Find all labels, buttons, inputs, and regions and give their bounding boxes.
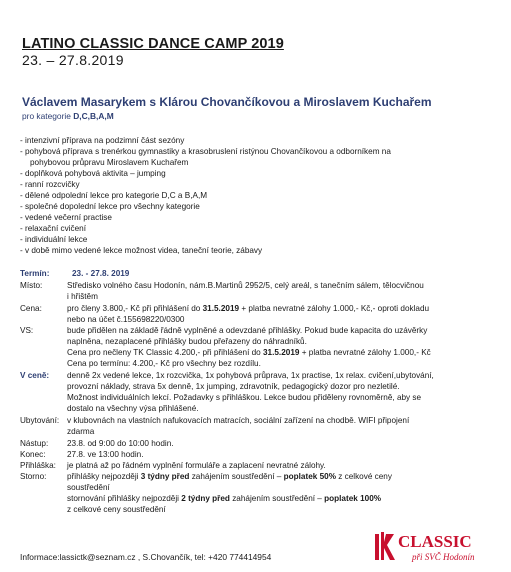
konec-value: 27.8. ve 13:00 hodin.: [67, 450, 144, 459]
nastup-value: 23.8. od 9:00 do 10:00 hodin.: [67, 439, 174, 448]
misto-line: Středisko volného času Hodonín, nám.B.Martinů 2952/5, celý areál, s tanečním sálem, tělocvičnou: [67, 281, 424, 290]
event-dates: 23. – 27.8.2019: [22, 52, 124, 68]
storno-text: přihlášky nejpozději: [67, 472, 141, 481]
vs-line: naplněna, nezaplacené přihlášky budou přeřazeny do náhradníků.: [67, 337, 307, 346]
list-item: - v době mimo vedené lekce možnost videa, taneční teorie, zábavy: [20, 246, 263, 255]
list-item: - pohybová příprava s trenérkou gymnastiky a krasobruslení ristýnou Chovančíkovou a odborníkem na: [20, 147, 391, 156]
cena-deadline: 31.5.2019: [202, 304, 240, 313]
storno-text: zahájením soustředění –: [189, 472, 284, 481]
category-value: D,C,B,A,M: [73, 111, 114, 121]
vs-deadline: 31.5.2019: [263, 348, 300, 357]
page-title: LATINO CLASSIC DANCE CAMP 2019: [22, 36, 284, 52]
storno-deadline: 2 týdny před: [181, 494, 230, 503]
ubytovani-line: zdarma: [67, 427, 95, 436]
cena-account: nebo na účet č.155698220/0300: [67, 315, 185, 324]
trainers-heading: Václavem Masarykem s Klárou Chovančíkovou a Miroslavem Kuchařem: [22, 95, 432, 109]
termin-value: 23. - 27.8. 2019: [72, 269, 130, 278]
logo-k-icon: [375, 532, 395, 560]
storno-fee: poplatek 50%: [283, 472, 336, 481]
category-prefix: pro kategorie: [22, 111, 74, 121]
vcene-line: provozní náklady, strava 5x denně, 1x jumping, zdravotník, pedagogický dozor pro nezletilé.: [67, 382, 400, 391]
contact-info: Informace:lassictk@seznam.cz , S.Chovančík, tel: +420 774414954: [20, 552, 272, 562]
list-item: - ranní rozcvičky: [20, 180, 80, 189]
vcene-line: denně 2x vedené lekce, 1x rozcvička, 1x pohybová průprava, 1x practise, 1x relax. cvičení,ubytování,: [67, 371, 434, 380]
cena-text: + platba nevratné zálohy 1.000,- Kč,- oproti dokladu: [239, 304, 430, 313]
list-item: - individuální lekce: [20, 235, 88, 244]
prihlaska-value: je platná až po řádném vyplnění formuláře a zaplacení nevratné zálohy.: [67, 461, 326, 470]
termin-label: Termín:: [20, 269, 50, 278]
list-item: pohybovou průpravu Miroslavem Kuchařem: [30, 158, 189, 167]
vs-line: Cena pro nečleny TK Classic 4.200,- při přihlášení do: [67, 348, 263, 357]
vcene-line: dostalo na všechny výsa přihlášené.: [67, 404, 199, 413]
program-list: [20, 135, 490, 256]
storno-text: zahájením soustředění –: [229, 494, 325, 503]
storno-fee: poplatek 100%: [324, 494, 382, 503]
ubytovani-label: Ubytování:: [20, 416, 60, 425]
cena-text: pro členy 3.800,- Kč při přihlášení do: [67, 304, 203, 313]
storno-text: z celkové ceny: [335, 472, 392, 481]
list-item: - vedené večerní practise: [20, 213, 112, 222]
list-item: - společné dopolední lekce pro všechny kategorie: [20, 202, 200, 211]
logo-main-text: CLASSIC: [398, 532, 472, 551]
classic-logo: [372, 528, 507, 564]
vcene-label: V ceně:: [20, 371, 50, 380]
category-line: [22, 111, 114, 121]
vs-line: + platba nevratné zálohy 1.000,- Kč: [299, 348, 431, 357]
list-item: - doplňková pohybová aktivita – jumping: [20, 169, 166, 178]
nastup-label: Nástup:: [20, 439, 49, 448]
storno-text: stornování přihlášky nejpozději: [67, 494, 182, 503]
vcene-line: Možnost individuálních lekcí. Požadavky s přihláškou. Lekce budou přiděleny rovnoměrně, aby se: [67, 393, 422, 402]
cena-label: Cena:: [20, 304, 42, 313]
misto-label: Místo:: [20, 281, 43, 290]
storno-label: Storno:: [20, 472, 47, 481]
storno-text: z celkové ceny soustředění: [67, 505, 166, 514]
vs-label: VS:: [20, 326, 34, 335]
vs-line: Cena po termínu: 4.200,- Kč pro všechny bez rozdílu.: [67, 359, 261, 368]
logo-sub-text: při SVČ Hodonín: [412, 552, 475, 562]
storno-text: soustředění: [67, 483, 110, 492]
list-item: - relaxační cvičení: [20, 224, 86, 233]
list-item: - dělené odpolední lekce pro kategorie D,C a B,A,M: [20, 191, 208, 200]
list-item: - intenzivní příprava na podzimní část sezóny: [20, 136, 185, 145]
ubytovani-line: v klubovnách na vlastních nafukovacích matracích, sociální zařízení na chodbě. WIFI připojení: [67, 416, 410, 425]
konec-label: Konec:: [20, 450, 46, 459]
prihlaska-label: Přihláška:: [20, 461, 56, 470]
misto-line: i hřištěm: [67, 292, 98, 301]
storno-deadline: 3 týdny před: [140, 472, 190, 481]
vs-line: bude přidělen na základě řádně vyplněné a odevzdané přihlášky. Pokud bude kapacita do uzávěrky: [67, 326, 428, 335]
